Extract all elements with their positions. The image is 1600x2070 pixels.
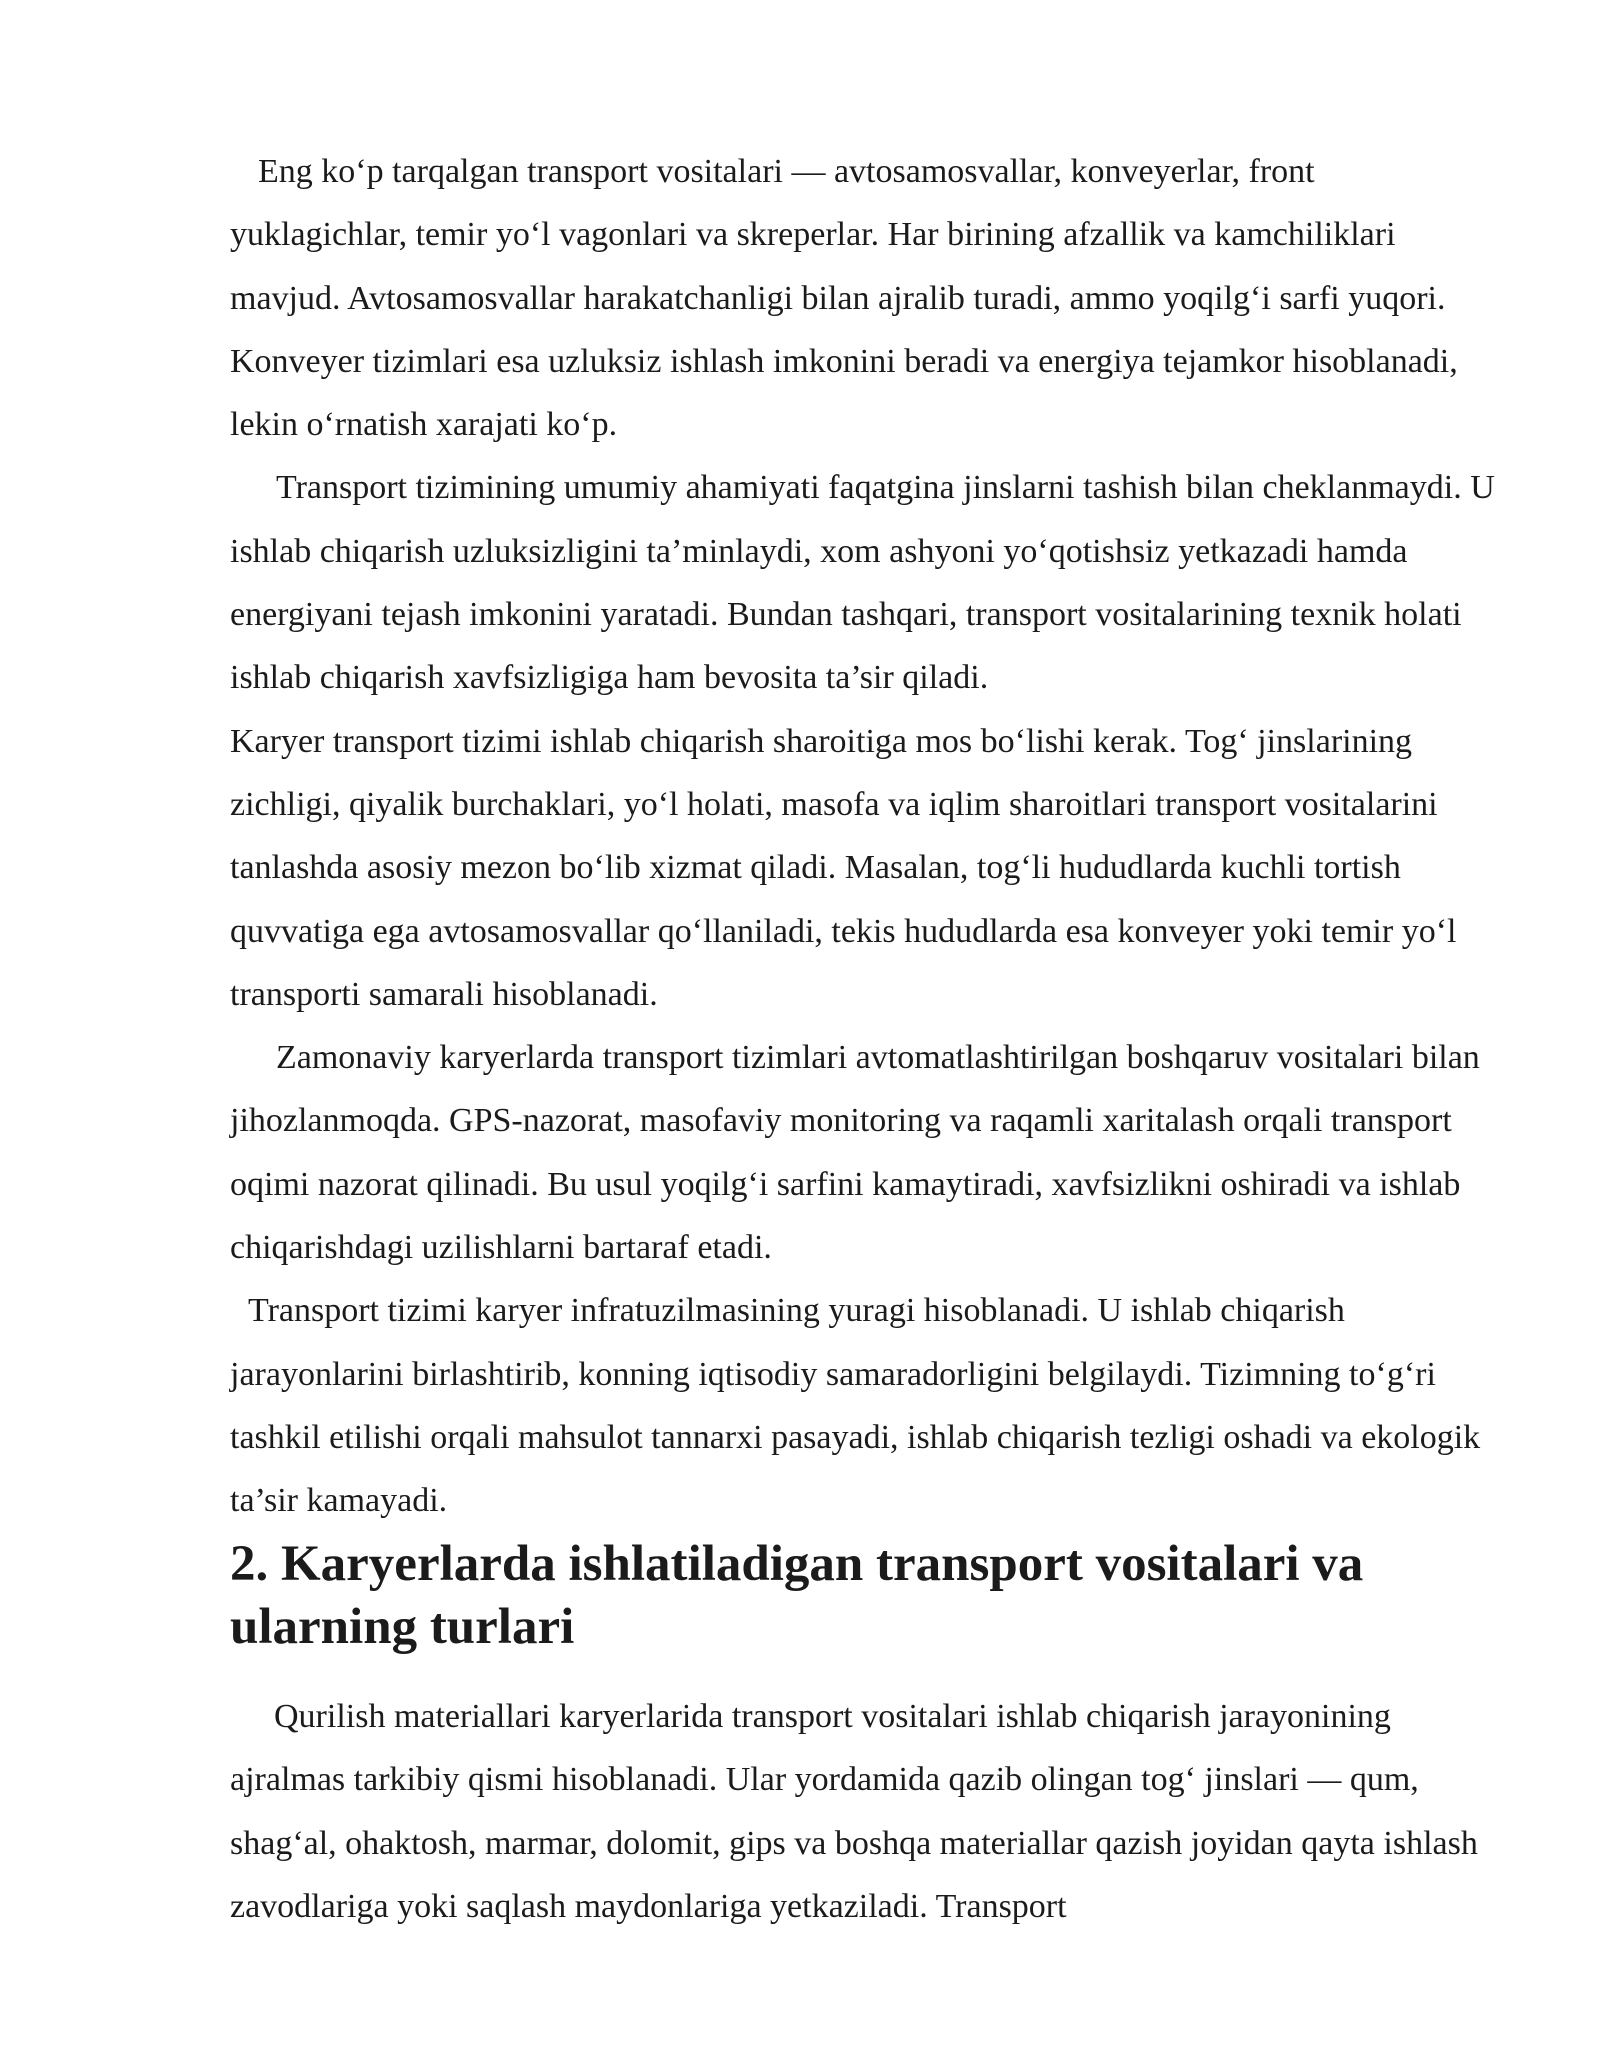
paragraph-quarry-conditions: Karyer transport tizimi ishlab chiqarish sharoitiga mos bo‘lishi kerak. Tog‘ jinslarining zichligi, qiyalik burchaklari, yo‘l holati, masofa va iqlim sharoitlari transport vositalarini tanlashda asosiy mezon bo‘lib xizmat qiladi. Masalan, tog‘li hududlarda kuchli tortish quvvatiga ega avtosamosvallar qo‘llaniladi, tekis hududlarda esa konveyer yoki temir yo‘l transporti samarali hisoblanadi. xyxy=(230,722,1457,1013)
paragraph-building-materials: Qurilish materiallari karyerlarida transport vositalari ishlab chiqarish jarayonining ajralmas tarkibiy qismi hisoblanadi. Ular yordamida qazib olingan tog‘ jinslari — qum, shag‘al, ohaktosh, marmar, dolomit, gips va boshqa materiallar qazish joyidan qayta ishlash zavodlariga yoki saqlash maydonlariga yetkaziladi. Transport xyxy=(230,1698,1478,1926)
paragraph-transport-importance: Transport tizimining umumiy ahamiyati faqatgina jinslarni tashish bilan cheklanmaydi. U ishlab chiqarish uzluksizligini ta’minlaydi, xom ashyoni yo‘qotishsiz yetkazadi hamda energiyani tejash imkonini yaratadi. Bundan tashqari, transport vositalarining texnik holati ishlab chiqarish xavfsizligiga ham bevosita ta’sir qiladi. xyxy=(230,469,1495,697)
section-heading: 2. Karyerlarda ishlatiladigan transport vositalari va ularning turlari xyxy=(230,1535,1364,1655)
document-body xyxy=(230,140,1500,1938)
paragraph-infrastructure: Transport tizimi karyer infratuzilmasining yuragi hisoblanadi. U ishlab chiqarish jarayonlarini birlashtirib, konning iqtisodiy samaradorligini belgilaydi. Tizimning to‘g‘ri tashkil etilishi orqali mahsulot tannarxi pasayadi, ishlab chiqarish tezligi oshadi va ekologik ta’sir kamayadi. xyxy=(230,1292,1481,1520)
paragraph-modern-quarries: Zamonaviy karyerlarda transport tizimlari avtomatlashtirilgan boshqaruv vositalari bilan jihozlanmoqda. GPS-nazorat, masofaviy monitoring va raqamli xaritalash orqali transport oqimi nazorat qilinadi. Bu usul yoqilg‘i sarfini kamaytiradi, xavfsizlikni oshiradi va ishlab chiqarishdagi uzilishlarni bartaraf etadi. xyxy=(230,1039,1480,1267)
heading-spacer xyxy=(230,1659,1500,1685)
paragraph-transport-types: Eng ko‘p tarqalgan transport vositalari — avtosamosvallar, konveyerlar, front yuklagichlar, temir yo‘l vagonlari va skreperlar. Har birining afzallik va kamchiliklari mavjud. Avtosamosvallar harakatchanligi bilan ajralib turadi, ammo yoqilg‘i sarfi yuqori. Konveyer tizimlari esa uzluksiz ishlash imkonini beradi va energiya tejamkor hisoblanadi, lekin o‘rnatish xarajati ko‘p. xyxy=(230,153,1458,444)
